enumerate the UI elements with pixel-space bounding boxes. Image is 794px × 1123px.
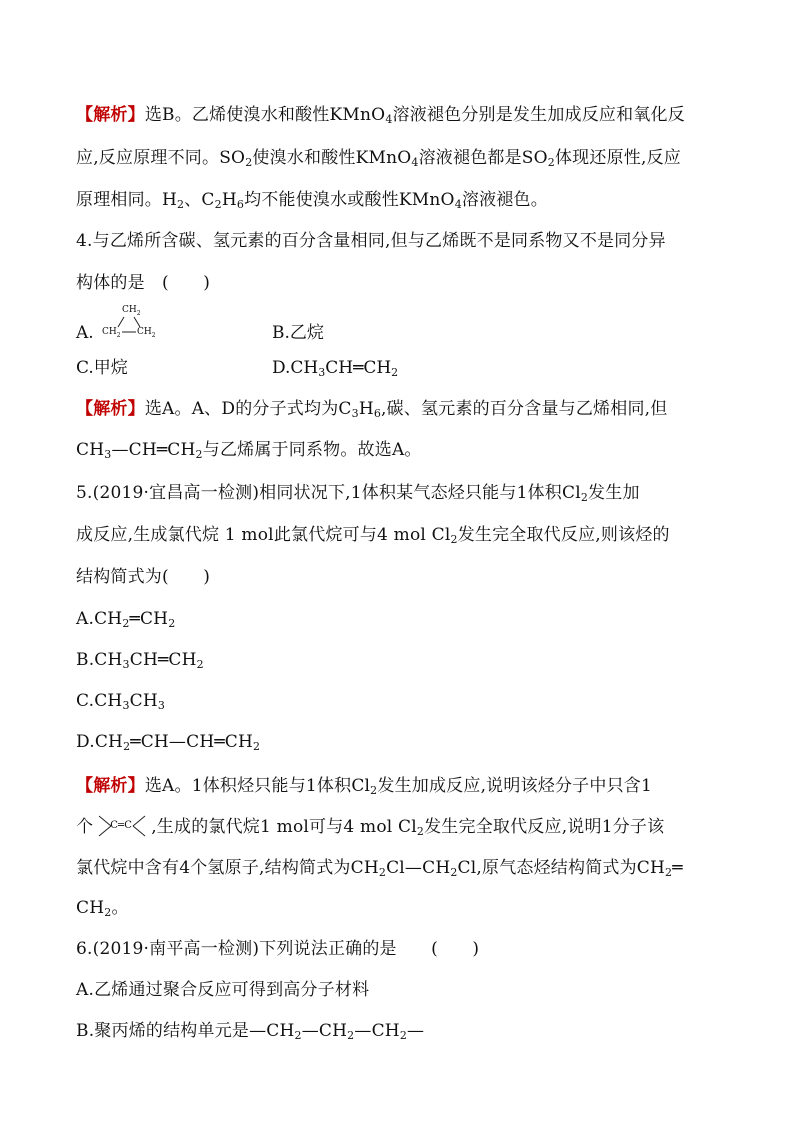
q5-stem-line-2: 成反应,生成氯代烷 1 mol此氯代烷可与4 mol $Cl_2$发生完全取代反应,则该烃的 [76,525,670,546]
q5-option-d: $D.CH_2═CH—CH═CH_2$ [76,732,261,753]
q5-option-a: $A.CH_2═CH_2$ [76,609,176,630]
q4-option-d: $D.CH_3CH═CH_2$ [272,358,399,379]
cyclopropane-right-carbon: $CH_2$ [137,327,156,339]
q5-option-c: $C.CH_3CH_3$ [76,691,166,712]
cyclopropane-structure [100,305,164,343]
cc-double-bond-structure [93,816,151,838]
q6-option-b: B.聚丙烯的结构单元是$—CH_2—CH_2—CH_2—$ [76,1021,425,1042]
analysis-tag: 【解析】 [76,105,145,125]
q4-option-a: A. [76,323,94,343]
q5-analysis-line-1: 【解析】选A。1体积烃只能与1体积$Cl_2$发生加成反应,说明该烃分子中只含1 [76,776,652,797]
cc-label: C═C [110,820,133,831]
q4-option-c: C.甲烷 [76,358,128,378]
q5-stem-line-3: 结构简式为( ) [76,567,211,587]
q5-stem-line-1: 5.(2019·宜昌高一检测)相同状况下,1体积某气态烃只能与1体积$Cl_2$发生加 [76,483,640,504]
q4-analysis-line-1: 【解析】选A。A、D的分子式均为$C_3H_6$,碳、氢元素的百分含量与乙烯相同,但 [76,399,668,420]
q6-stem: 6.(2019·南平高一检测)下列说法正确的是 ( ) [76,939,480,959]
q4-stem-line-1: 4.与乙烯所含碳、氢元素的百分含量相同,但与乙烯既不是同系物又不是同分异 [76,231,666,251]
cyclopropane-left-carbon: $CH_2$ [102,327,121,339]
q6-option-a: A.乙烯通过聚合反应可得到高分子材料 [76,980,370,1000]
q4-option-b: B.乙烷 [272,323,324,343]
q4-stem-line-2: 构体的是 ( ) [76,273,211,293]
q5-analysis-line-4: $CH_2$。 [76,898,129,919]
q5-analysis-line-3: 氯代烷中含有4个氢原子,结构简式为$CH_2Cl—CH_2Cl$,原气态烃结构简式为$CH_2═$ [76,858,683,879]
q5-analysis-line-2: 个 C═C ,生成的氯代烷1 mol可与4 mol $Cl_2$发生完全取代反应,说明1分子该 [76,817,665,838]
q5-option-b: $B.CH_3CH═CH_2$ [76,650,204,671]
cyclopropane-top-carbon: $CH_2$ [122,305,141,317]
q3-analysis-line-1: 【解析】选B。乙烯使溴水和酸性KMnO$_4$溶液褪色分别是发生加成反应和氧化反 [76,105,685,126]
q3-analysis-line-2: 应,反应原理不同。$SO_2$使溴水和酸性KMnO$_4$溶液褪色都是$SO_2$体现还原性,反应 [76,148,681,169]
q3-analysis-line-3: 原理相同。$H_2$、$C_2H_6$均不能使溴水或酸性KMnO$_4$溶液褪色。 [76,190,548,211]
q4-analysis-line-2: $CH_3—CH═CH_2$与乙烯属于同系物。故选A。 [76,440,422,461]
